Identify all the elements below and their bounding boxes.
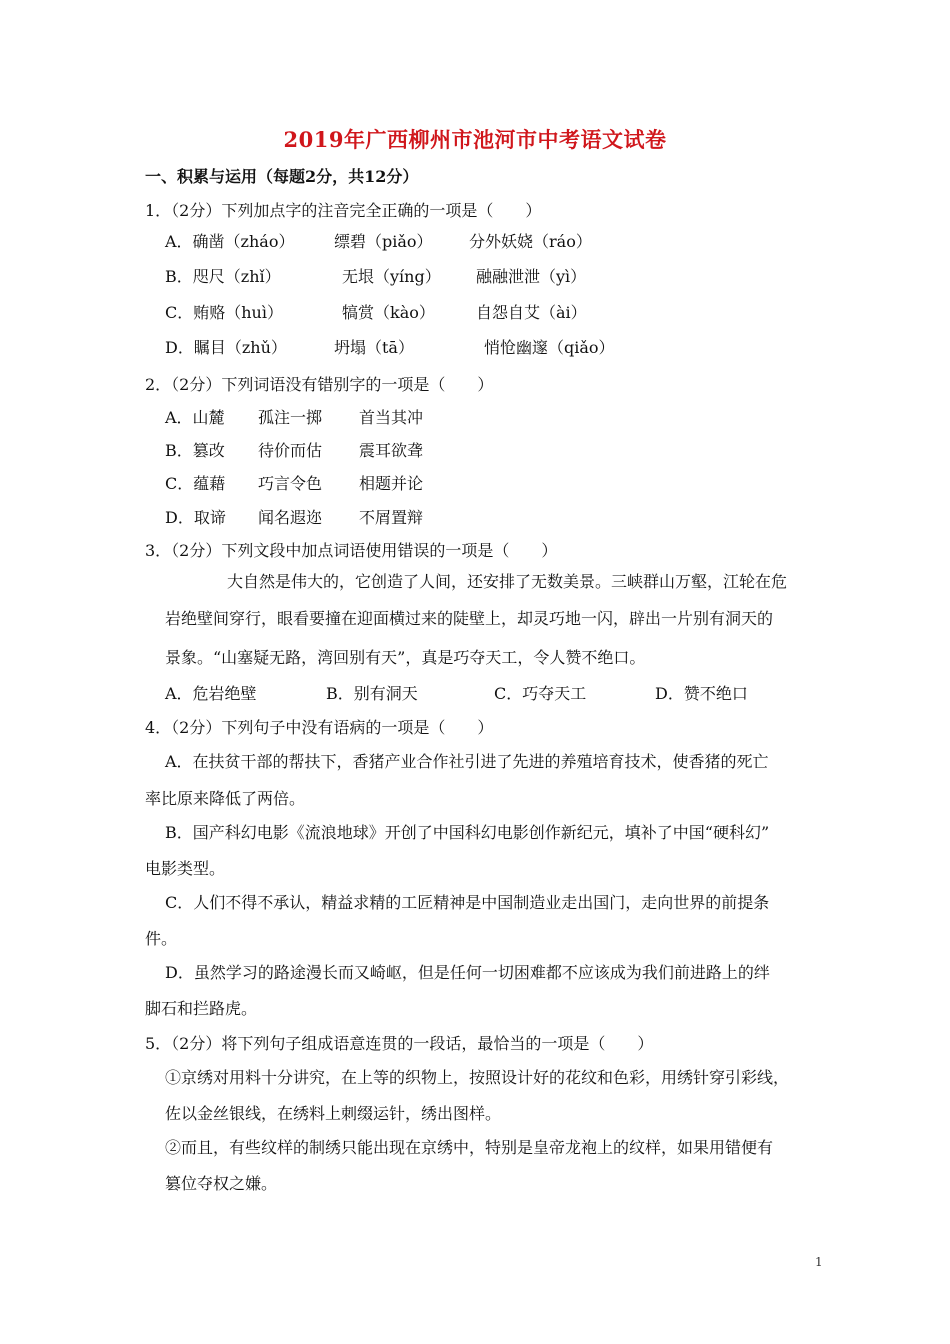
q1-option-c: C．贿赂（huì） [165,303,283,322]
q2-option-b-word3: 震耳欲聋 [359,441,424,460]
q3-passage-line: 岩绝壁间穿行，眼看要撞在迎面横过来的陡壁上，却灵巧地一闪，辟出一片别有洞天的 [165,609,774,628]
q4-option-b-cont: 电影类型。 [145,859,226,878]
q4-option-a-cont: 率比原来降低了两倍。 [145,789,306,808]
section-heading: 一、积累与运用（每题2分，共12分） [145,167,419,186]
question-2-stem: 2．（2分）下列词语没有错别字的一项是（ ） [145,375,494,394]
q3-passage-line: 景象。“山塞疑无路，湾回别有天”，真是巧夺天工，令人赞不绝口。 [165,648,646,667]
q2-option-d-word3: 不屑置辩 [359,508,424,527]
q1-option-a: A．确凿（zháo） [165,232,295,251]
q3-option-c: C．巧夺天工 [494,684,587,703]
q2-option-d: D．取谛 [165,508,226,527]
q4-option-d: D．虽然学习的路途漫长而又崎岖，但是任何一切困难都不应该成为我们前进路上的绊 [165,963,770,982]
q1-option-d-word3: 悄怆幽邃（qiǎo） [484,338,615,357]
q4-option-b: B．国产科幻电影《流浪地球》开创了中国科幻电影创作新纪元，填补了中国“硬科幻” [165,823,770,842]
q4-option-c-cont: 件。 [145,929,178,948]
q1-option-a-word2: 缥碧（piǎo） [334,232,433,251]
q2-option-c: C．蕴藉 [165,474,226,493]
q5-sentence-2-cont: 篡位夺权之嫌。 [165,1174,278,1193]
q5-sentence-2: ②而且，有些纹样的制绣只能出现在京绣中，特别是皇帝龙袍上的纹样，如果用错便有 [165,1138,774,1157]
q5-sentence-1-cont: 佐以金丝银线，在绣料上刺缀运针，绣出图样。 [165,1104,502,1123]
page-number: 1 [815,1255,823,1269]
q1-option-b-word3: 融融泄泄（yì） [476,267,587,286]
q2-option-a-word3: 首当其冲 [359,408,424,427]
q2-option-a-word2: 孤注一掷 [258,408,323,427]
q1-option-a-word3: 分外妖娆（ráo） [469,232,592,251]
q2-option-b: B．篡改 [165,441,225,460]
q5-sentence-1: ①京绣对用料十分讲究，在上等的织物上，按照设计好的花纹和色彩，用绣针穿引彩线， [165,1068,790,1087]
q1-option-b: B．咫尺（zhǐ） [165,267,281,286]
q2-option-c-word2: 巧言令色 [258,474,323,493]
q4-option-a: A．在扶贫干部的帮扶下，香猪产业合作社引进了先进的养殖培育技术，使香猪的死亡 [165,752,769,771]
q4-option-d-cont: 脚石和拦路虎。 [145,999,258,1018]
question-5-stem: 5．（2分）将下列句子组成语意连贯的一段话，最恰当的一项是（ ） [145,1034,654,1053]
q1-option-c-word3: 自怨自艾（ài） [476,303,587,322]
question-1-stem: 1．（2分）下列加点字的注音完全正确的一项是（ ） [145,201,542,220]
page-title: 2019年广西柳州市池河市中考语文试卷 [283,127,667,152]
q1-option-d-word2: 坍塌（tā） [334,338,414,357]
q4-option-c: C．人们不得不承认，精益求精的工匠精神是中国制造业走出国门，走向世界的前提条 [165,893,770,912]
q2-option-d-word2: 闻名遐迩 [258,508,323,527]
q1-option-c-word2: 犒赏（kào） [342,303,435,322]
question-3-stem: 3．（2分）下列文段中加点词语使用错误的一项是（ ） [145,541,558,560]
q3-option-d: D．赞不绝口 [655,684,748,703]
q2-option-b-word2: 待价而估 [258,441,323,460]
q1-option-d: D．瞩目（zhǔ） [165,338,287,357]
q3-option-a: A．危岩绝壁 [165,684,257,703]
question-4-stem: 4．（2分）下列句子中没有语病的一项是（ ） [145,718,494,737]
q3-option-b: B．别有洞天 [326,684,418,703]
q3-passage-line: 大自然是伟大的，它创造了人间，还安排了无数美景。三峡群山万壑，江轮在危 [227,572,788,591]
q2-option-a: A．山麓 [165,408,225,427]
q1-option-b-word2: 无垠（yíng） [342,267,441,286]
q2-option-c-word3: 相题并论 [359,474,424,493]
